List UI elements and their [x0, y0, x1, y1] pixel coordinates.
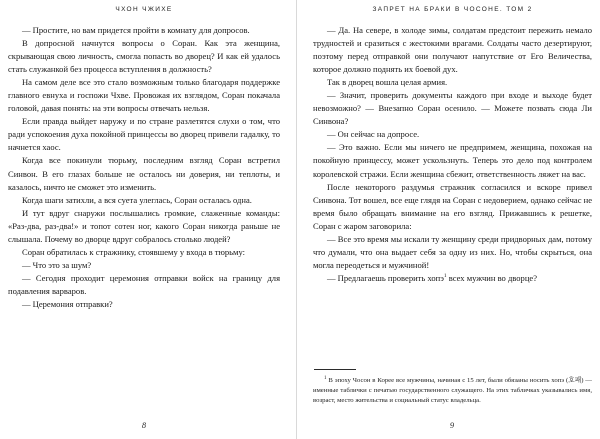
- dialogue-text-after-ref: всех мужчин во дворце?: [446, 272, 537, 283]
- dialogue-line: — Он сейчас на допросе.: [327, 129, 420, 140]
- dialogue-line: — Это важно. Если мы ничего не предпримем, женщина, похожая на покойную принцессу, может ускользнуть. Теперь это дело под контролем королевской стражи. Если женщина сбежит, ответственность ляжет на вас.: [313, 142, 592, 179]
- paragraph: И тут вдруг снаружи послышались громкие, слаженные команды: «Раз-два, раз-два!» и топот сотен ног, какого Соран никогда раньше не слышала. Почему во дворце вдруг собралось столько людей?: [8, 207, 280, 244]
- dialogue-line: — Все это время мы искали ту женщину среди придворных дам, потому что думали, что она выдает себя за одну из них. Но, чтобы скрыться, она могла переодеться и мужчиной!: [313, 233, 592, 270]
- footnote-body: В эпоху Чосон в Корее все мужчины, начиная с 15 лет, были обязаны носить хопэ (호패) — именные таблички с печатью государственного служащего. На этих табличках указывались имя, возраст, место жительства и социальный статус владельца.: [313, 377, 592, 405]
- paragraph: — Простите, но вам придется пройти в комнату для допросов.: [22, 25, 250, 35]
- dialogue-line: — Значит, проверить документы каждого при входе и выходе будет невозможно? — Внезапно Соран осенило. — Можете позвать сюда Ли Синвона?: [313, 90, 592, 127]
- footnote-block: [313, 369, 592, 406]
- paragraph: Соран обратилась к стражнику, стоявшему у входа в тюрьму:: [22, 246, 245, 257]
- dialogue-line: — Что это за шум?: [22, 259, 92, 270]
- footnote-marker: 1: [324, 376, 327, 382]
- paragraph: На самом деле все это стало возможным только благодаря поддержке главного евнуха и госпожи Чхве. Провожая их взглядом, Соран покачала головой, давая понять: на эти вопросы отвечать нельзя.: [8, 77, 280, 114]
- footnote-reference-marker: 1: [443, 273, 447, 280]
- dialogue-line: — Да. На севере, в холоде зимы, солдатам предстоит пережить немало трудностей и сразиться с жестокими врагами. Солдаты часто дезертируют, поэтому перед отправкой они получают напутствие от Его Величества, которое должно поднять их боевой дух.: [313, 25, 592, 75]
- paragraph: После некоторого раздумья стражник согласился и вскоре привел Синвона. Тот вошел, все еще глядя на Соран с недоверием, однако сейчас не время было обращать внимание на его взгляд. Прижавшись к решетке, Соран с жаром заговорила:: [313, 181, 593, 231]
- footnote-separator-rule: [314, 369, 356, 370]
- dialogue-line: — Сегодня проходит церемония отправки войск на границу для подавления варваров.: [8, 272, 280, 296]
- paragraph: Когда все покинули тюрьму, последним взгляд Соран встретил Синвон. В его глазах больше не осталось ни доверия, ни теплоты, и казалось, ничто не сможет это изменить.: [8, 155, 280, 192]
- paragraph: Так в дворец вошла целая армия.: [327, 77, 448, 88]
- left-page-number: 8: [141, 421, 147, 430]
- dialogue-line: — Церемония отправки?: [22, 298, 113, 309]
- right-page-number: 9: [449, 421, 455, 430]
- footnote-paragraph: [313, 376, 592, 406]
- left-running-head: ЧХОН ЧЖИХЕ: [115, 6, 173, 13]
- right-running-head: ЗАПРЕТ НА БРАКИ В ЧОСОНЕ. ТОМ 2: [372, 6, 533, 13]
- dialogue-line-with-footnote-ref: [313, 272, 592, 285]
- dialogue-text-before-ref: — Предлагаешь проверить хопэ: [327, 272, 444, 283]
- footnote-text-container: [313, 376, 592, 406]
- right-page-body: [313, 24, 592, 285]
- paragraph: Если правда выйдет наружу и по стране разлетятся слухи о том, что ради успокоения духа покойной принцессы во дворец привели гадалку, то начнется хаос.: [8, 116, 280, 153]
- right-page: [300, 0, 600, 439]
- paragraph: В допросной начнутся вопросы о Соран. Как эта женщина, скрывающая свою личность, смогла попасть во дворец? И как ей удалось стать служанкой без процесса вступления в должность?: [8, 38, 280, 75]
- paragraph: Когда шаги затихли, а вся суета улеглась, Соран осталась одна.: [22, 194, 252, 205]
- left-page-body: [8, 24, 280, 311]
